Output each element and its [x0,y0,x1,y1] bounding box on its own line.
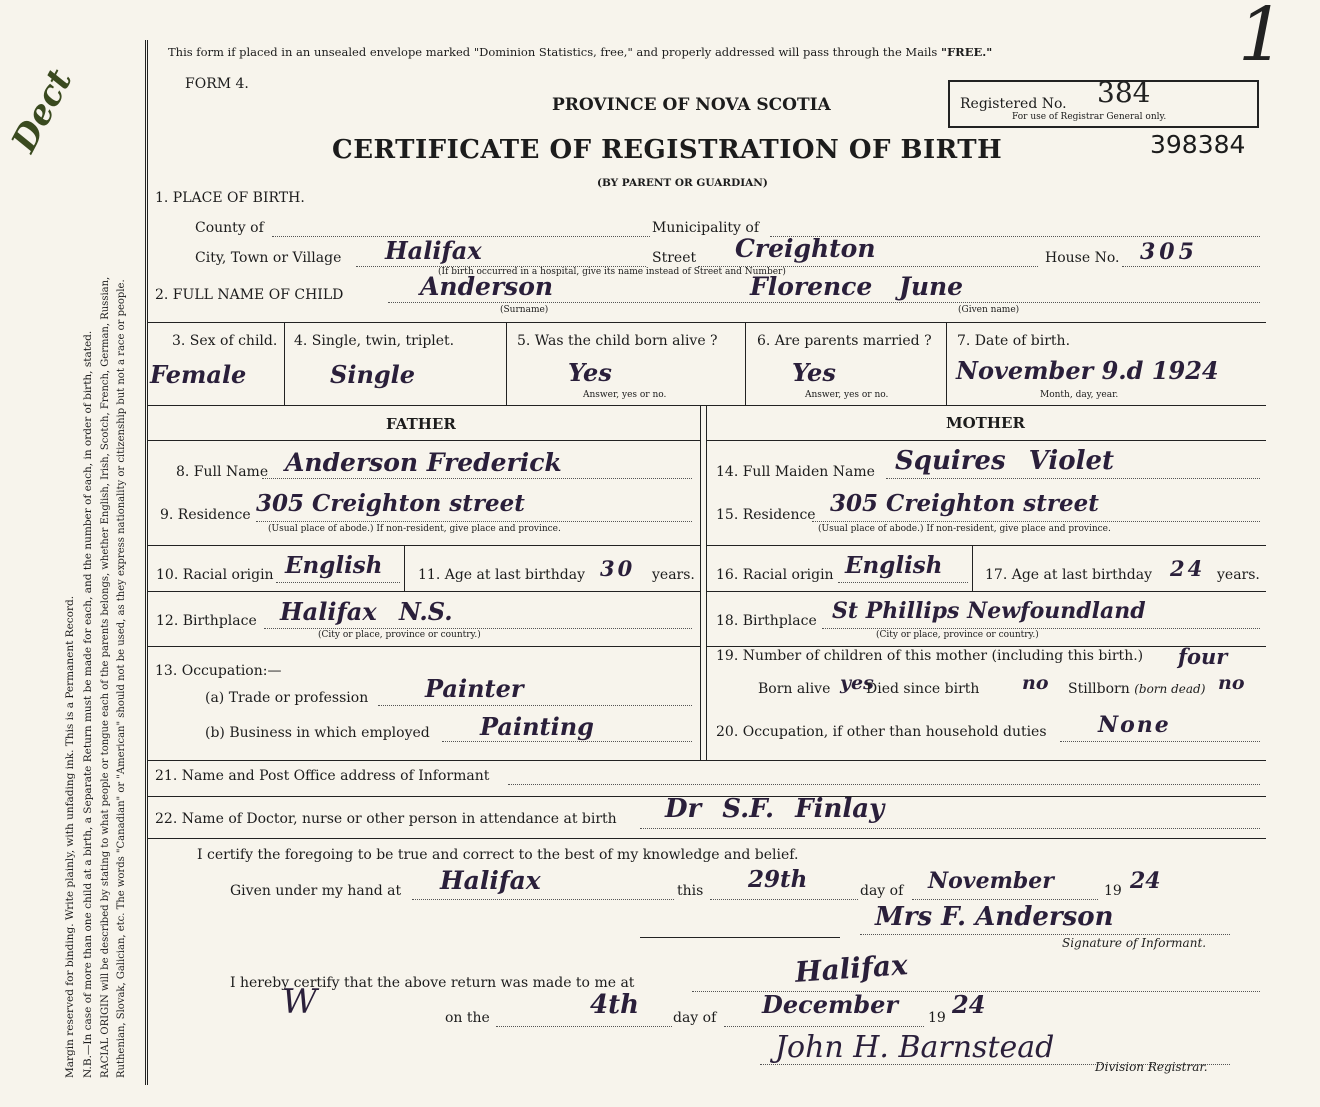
registrar-day-field [496,1026,672,1027]
father-age-label: 11. Age at last birthday [418,567,586,583]
city-label: City, Town or Village [195,250,342,266]
row3-divider-1 [284,322,285,405]
father-racial-field [276,582,400,583]
given-label: Given under my hand at [230,883,402,899]
father-residence-value: 305 Creighton street [256,490,525,517]
row3-top-line [148,322,1266,323]
mother-residence-field [812,521,1260,522]
mother-racial-label: 16. Racial origin [716,567,834,583]
mother-row-line-2 [706,591,1266,592]
margin-note-multiple-births: N.B.—In case of more than one child at a birth, a Separate Return must be made for each, and the number of each, in order of birth, stated. [82,330,94,1078]
stillborn-label-text: Stillborn [1068,681,1130,697]
business-label: (b) Business in which employed [205,725,430,741]
row3-bottom-line [148,405,1266,406]
margin-note-racial-origin-cont: Ruthenian, Slovak, Galician, etc. The words "Canadian" or "American" should not be used, as they express nationality or citizenship but not a race or people. [116,279,127,1078]
mail-notice-text: This form if placed in an unsealed envelope marked "Dominion Statistics, free," and properly addressed will pass through the Mails [168,45,941,59]
born-alive-label: Born alive [758,681,831,697]
this-label: this [677,883,704,899]
registered-label: Registered No. [960,96,1067,112]
stillborn-value: no [1218,672,1245,694]
mail-notice [168,45,992,59]
mother-residence-label: 15. Residence [716,507,816,523]
trade-value: Painter [425,674,524,703]
registrar-statement: I hereby certify that the above return was made to me at [230,975,635,991]
registrar-day-of-label: day of [673,1010,717,1026]
informant-field [508,784,1260,785]
s2-label: 2. FULL NAME OF CHILD [155,287,344,303]
mother-name-value: Squires Violet [895,446,1115,476]
father-racial-value: English [285,552,383,579]
stillborn-note: (born dead) [1134,682,1206,696]
margin-note-racial-origin: RACIAL ORIGIN will be described by stating to what people or tongue each of the parents belongs, whether English, Irish, Scotch, French, German, Russian, [100,276,111,1078]
father-birthplace-caption: (City or place, province or country.) [318,630,481,640]
registrar-note: For use of Registrar General only. [1012,112,1167,122]
mother-birthplace-label: 18. Birthplace [716,613,817,629]
s22-line [148,838,1266,839]
registrar-month-value: December [762,990,899,1019]
form-label: FORM 4. [185,76,249,92]
registrar-day-value: 4th [590,990,640,1020]
father-residence-caption: (Usual place of abode.) If non-resident, give place and province. [268,524,561,534]
mother-occupation-label: 20. Occupation, if other than household duties [716,724,1047,740]
informant-signature-caption: Signature of Informant. [1062,936,1207,950]
mother-name-label: 14. Full Maiden Name [716,464,875,480]
corner-mark: 1 [1238,0,1286,78]
division-registrar-caption: Division Registrar. [1095,1060,1208,1074]
parents-divider-2 [706,405,707,760]
surname-caption: (Surname) [500,305,549,315]
father-age-divider [404,545,405,591]
mail-notice-free: "FREE." [940,45,993,59]
mother-heading: MOTHER [946,414,1025,432]
registrar-place-value: Halifax [793,948,909,989]
given-name-caption: (Given name) [958,305,1020,315]
mother-racial-value: English [845,552,943,579]
mother-age-unit: years. [1217,567,1260,583]
registrar-year-prefix: 19 [928,1010,946,1026]
married-label: 6. Are parents married ? [757,333,932,349]
business-value: Painting [480,712,594,741]
dob-value: November 9.d 1924 [956,356,1219,385]
hospital-note: (If birth occurred in a hospital, give its name instead of Street and Number) [438,267,786,277]
born-alive-value: yes [840,672,874,694]
mother-age-label: 17. Age at last birthday [985,567,1153,583]
father-residence-field [256,521,692,522]
informant-signature-field [860,934,1230,935]
father-residence-label: 9. Residence [160,507,251,523]
children-label: 19. Number of children of this mother (including this birth.) [716,648,1144,664]
child-name-field [388,302,1260,303]
dob-label: 7. Date of birth. [957,333,1071,349]
certify-year-value: 24 [1130,868,1161,894]
s1-label: 1. PLACE OF BIRTH. [155,190,305,206]
s22-label: 22. Name of Doctor, nurse or other person in attendance at birth [155,811,617,827]
single-label: 4. Single, twin, triplet. [294,333,455,349]
alive-label: 5. Was the child born alive ? [517,333,718,349]
died-value: no [1022,672,1049,694]
informant-signature: Mrs F. Anderson [875,902,1114,932]
business-field [442,741,692,742]
on-the-label: on the [445,1010,490,1026]
given-name-value: Florence June [750,272,964,301]
father-birthplace-label: 12. Birthplace [156,613,257,629]
father-name-label: 8. Full Name [176,464,269,480]
street-value: Creighton [735,234,876,263]
handwritten-dect: Dect [4,62,81,159]
single-value: Single [330,360,416,389]
alive-value: Yes [568,358,612,387]
certify-short-line [640,937,840,938]
registered-box [948,76,1259,128]
alive-caption: Answer, yes or no. [583,390,667,400]
city-value: Halifax [385,236,482,265]
father-age-unit: years. [652,567,695,583]
mother-age-value: 24 [1170,556,1206,581]
certify-statement: I certify the foregoing to be true and correct to the best of my knowledge and belief. [197,847,799,863]
died-label: Died since birth [866,681,980,697]
binding-margin-line [145,40,148,1085]
row3-divider-2 [506,322,507,405]
certify-day-of-label: day of [860,883,904,899]
row3-divider-4 [946,322,947,405]
father-occupation-label: 13. Occupation:— [155,663,282,679]
sex-value: Female [150,360,247,389]
registrar-month-field [724,1026,924,1027]
certify-place-field [412,899,674,900]
mother-occupation-value: None [1098,712,1171,738]
mother-racial-field [838,582,968,583]
street-label: Street [652,250,697,266]
mother-residence-caption: (Usual place of abode.) If non-resident, give place and province. [818,524,1111,534]
province-heading: PROVINCE OF NOVA SCOTIA [552,95,831,115]
registered-number: 384 [1097,76,1151,109]
mother-birthplace-value: St Phillips Newfoundland [832,598,1146,624]
certify-month-value: November [928,868,1054,894]
certify-day-value: 29th [748,866,808,893]
sex-label: 3. Sex of child. [172,333,278,349]
house-field [1122,266,1260,267]
house-value: 305 [1140,239,1198,265]
county-label: County of [195,220,264,236]
parents-divider [700,405,701,760]
father-heading-line [148,440,700,441]
page-title: CERTIFICATE OF REGISTRATION OF BIRTH [332,135,1003,165]
certify-place-value: Halifax [440,866,541,895]
certify-year-prefix: 19 [1104,883,1122,899]
mother-residence-value: 305 Creighton street [830,490,1099,517]
surname-value: Anderson [420,272,554,301]
margin-note-binding: Margin reserved for binding. Write plainly, with unfading ink. This is a Permanent Record. [64,595,76,1078]
father-row-line-3 [148,646,700,647]
trade-field [378,705,692,706]
mother-heading-line [706,440,1266,441]
mother-occupation-field [1060,741,1260,742]
mother-name-field [886,478,1260,479]
certify-day-field [710,899,858,900]
file-number: 398384 [1150,130,1246,159]
mother-birthplace-caption: (City or place, province or country.) [876,630,1039,640]
doctor-value: Dr S.F. Finlay [665,794,885,824]
s21-label: 21. Name and Post Office address of Informant [155,768,490,784]
registrar-year-value: 24 [952,990,986,1019]
father-name-value: Anderson Frederick [285,448,562,477]
stillborn-label [1068,681,1205,697]
married-caption: Answer, yes or no. [805,390,889,400]
father-row-line-2 [148,591,700,592]
mother-row-line-1 [706,545,1266,546]
father-name-field [262,478,692,479]
house-label: House No. [1045,250,1120,266]
trade-label: (a) Trade or profession [205,690,369,706]
doctor-field [640,828,1260,829]
father-racial-label: 10. Racial origin [156,567,274,583]
father-row-line-1 [148,545,700,546]
municipality-label: Municipality of [652,220,760,236]
certify-month-field [912,899,1098,900]
registrar-initials: W [282,982,317,1022]
row3-divider-3 [745,322,746,405]
married-value: Yes [792,358,836,387]
mother-age-divider [972,545,973,591]
father-birthplace-field [264,628,692,629]
father-age-value: 30 [600,556,636,581]
dob-caption: Month, day, year. [1040,390,1119,400]
registrar-signature: John H. Barnstead [775,1030,1055,1065]
father-birthplace-value: Halifax N.S. [280,597,453,626]
parents-bottom-line [148,760,1266,761]
children-value: four [1178,644,1228,669]
father-heading: FATHER [386,415,456,433]
page-subtitle: (BY PARENT OR GUARDIAN) [597,177,768,189]
mother-birthplace-field [822,628,1260,629]
